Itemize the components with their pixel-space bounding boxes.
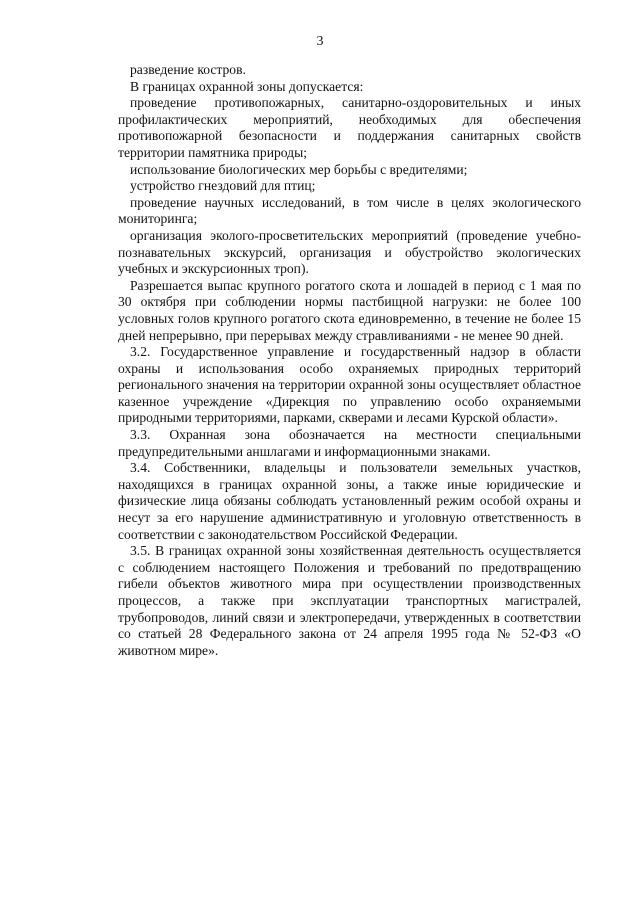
document-body xyxy=(118,62,581,659)
paragraph-3-3-signage: 3.3. Охранная зона обозначается на местности специальными предупредительными аншлагами и информационными знаками. xyxy=(118,427,581,459)
paragraph-fire-prevention: проведение противопожарных, санитарно-оздоровительных и иных профилактических мероприятий, необходимых для обеспечения противопожарной безопасности и поддержания санитарных свойств территории памятника природы; xyxy=(118,95,581,160)
paragraph-allowed-heading: В границах охранной зоны допускается: xyxy=(130,78,364,94)
paragraph-3-5-economic-activity: 3.5. В границах охранной зоны хозяйственная деятельность осуществляется с соблюдением настоящего Положения и требований по предотвращению гибели объектов животного мира при осуществлении производственных процессов, а также при эксплуатации транспортных магистралей, трубопроводов, линий связи и электропередачи, утвержденных в соответствии со статьей 28 Федерального закона от 24 апреля 1995 года № 52-ФЗ «О животном мире». xyxy=(118,543,581,658)
paragraph-eco-education: организация эколого-просветительских мероприятий (проведение учебно-познавательных экскурсий, организация и обустройство экологических учебных и экскурсионных троп). xyxy=(118,227,581,277)
paragraph-3-2-management: 3.2. Государственное управление и государственный надзор в области охраны и использования особо охраняемых природных территорий регионального значения на территории охранной зоны осуществляет областное казенное учреждение «Дирекция по управлению особо охраняемыми природными территориями, парками, скверами и лесами Курской области». xyxy=(118,344,581,426)
page-number: 3 xyxy=(316,34,324,49)
paragraph-campfires: разведение костров. xyxy=(130,62,246,77)
paragraph-bird-nests: устройство гнездовий для птиц; xyxy=(130,178,316,194)
paragraph-pest-control: использование биологических мер борьбы с вредителями; xyxy=(130,161,468,177)
paragraph-grazing: Разрешается выпас крупного рогатого скота и лошадей в период с 1 мая по 30 октября при соблюдении нормы пастбищной нагрузки: не более 100 условных голов крупного рогатого скота единовременно, в течение не более 15 дней непрерывно, при перерывах между стравливаниями - не менее 90 дней. xyxy=(118,277,581,343)
paragraph-research: проведение научных исследований, в том числе в целях экологического мониторинга; xyxy=(118,194,581,227)
paragraph-3-4-owners: 3.4. Собственники, владельцы и пользователи земельных участков, находящихся в границах охранной зоны, а также иные юридические и физические лица обязаны соблюдать установленный режим особой охраны и несут за его нарушение административную и уголовную ответственность в соответствии с законодательством Российской Федерации. xyxy=(118,460,581,542)
